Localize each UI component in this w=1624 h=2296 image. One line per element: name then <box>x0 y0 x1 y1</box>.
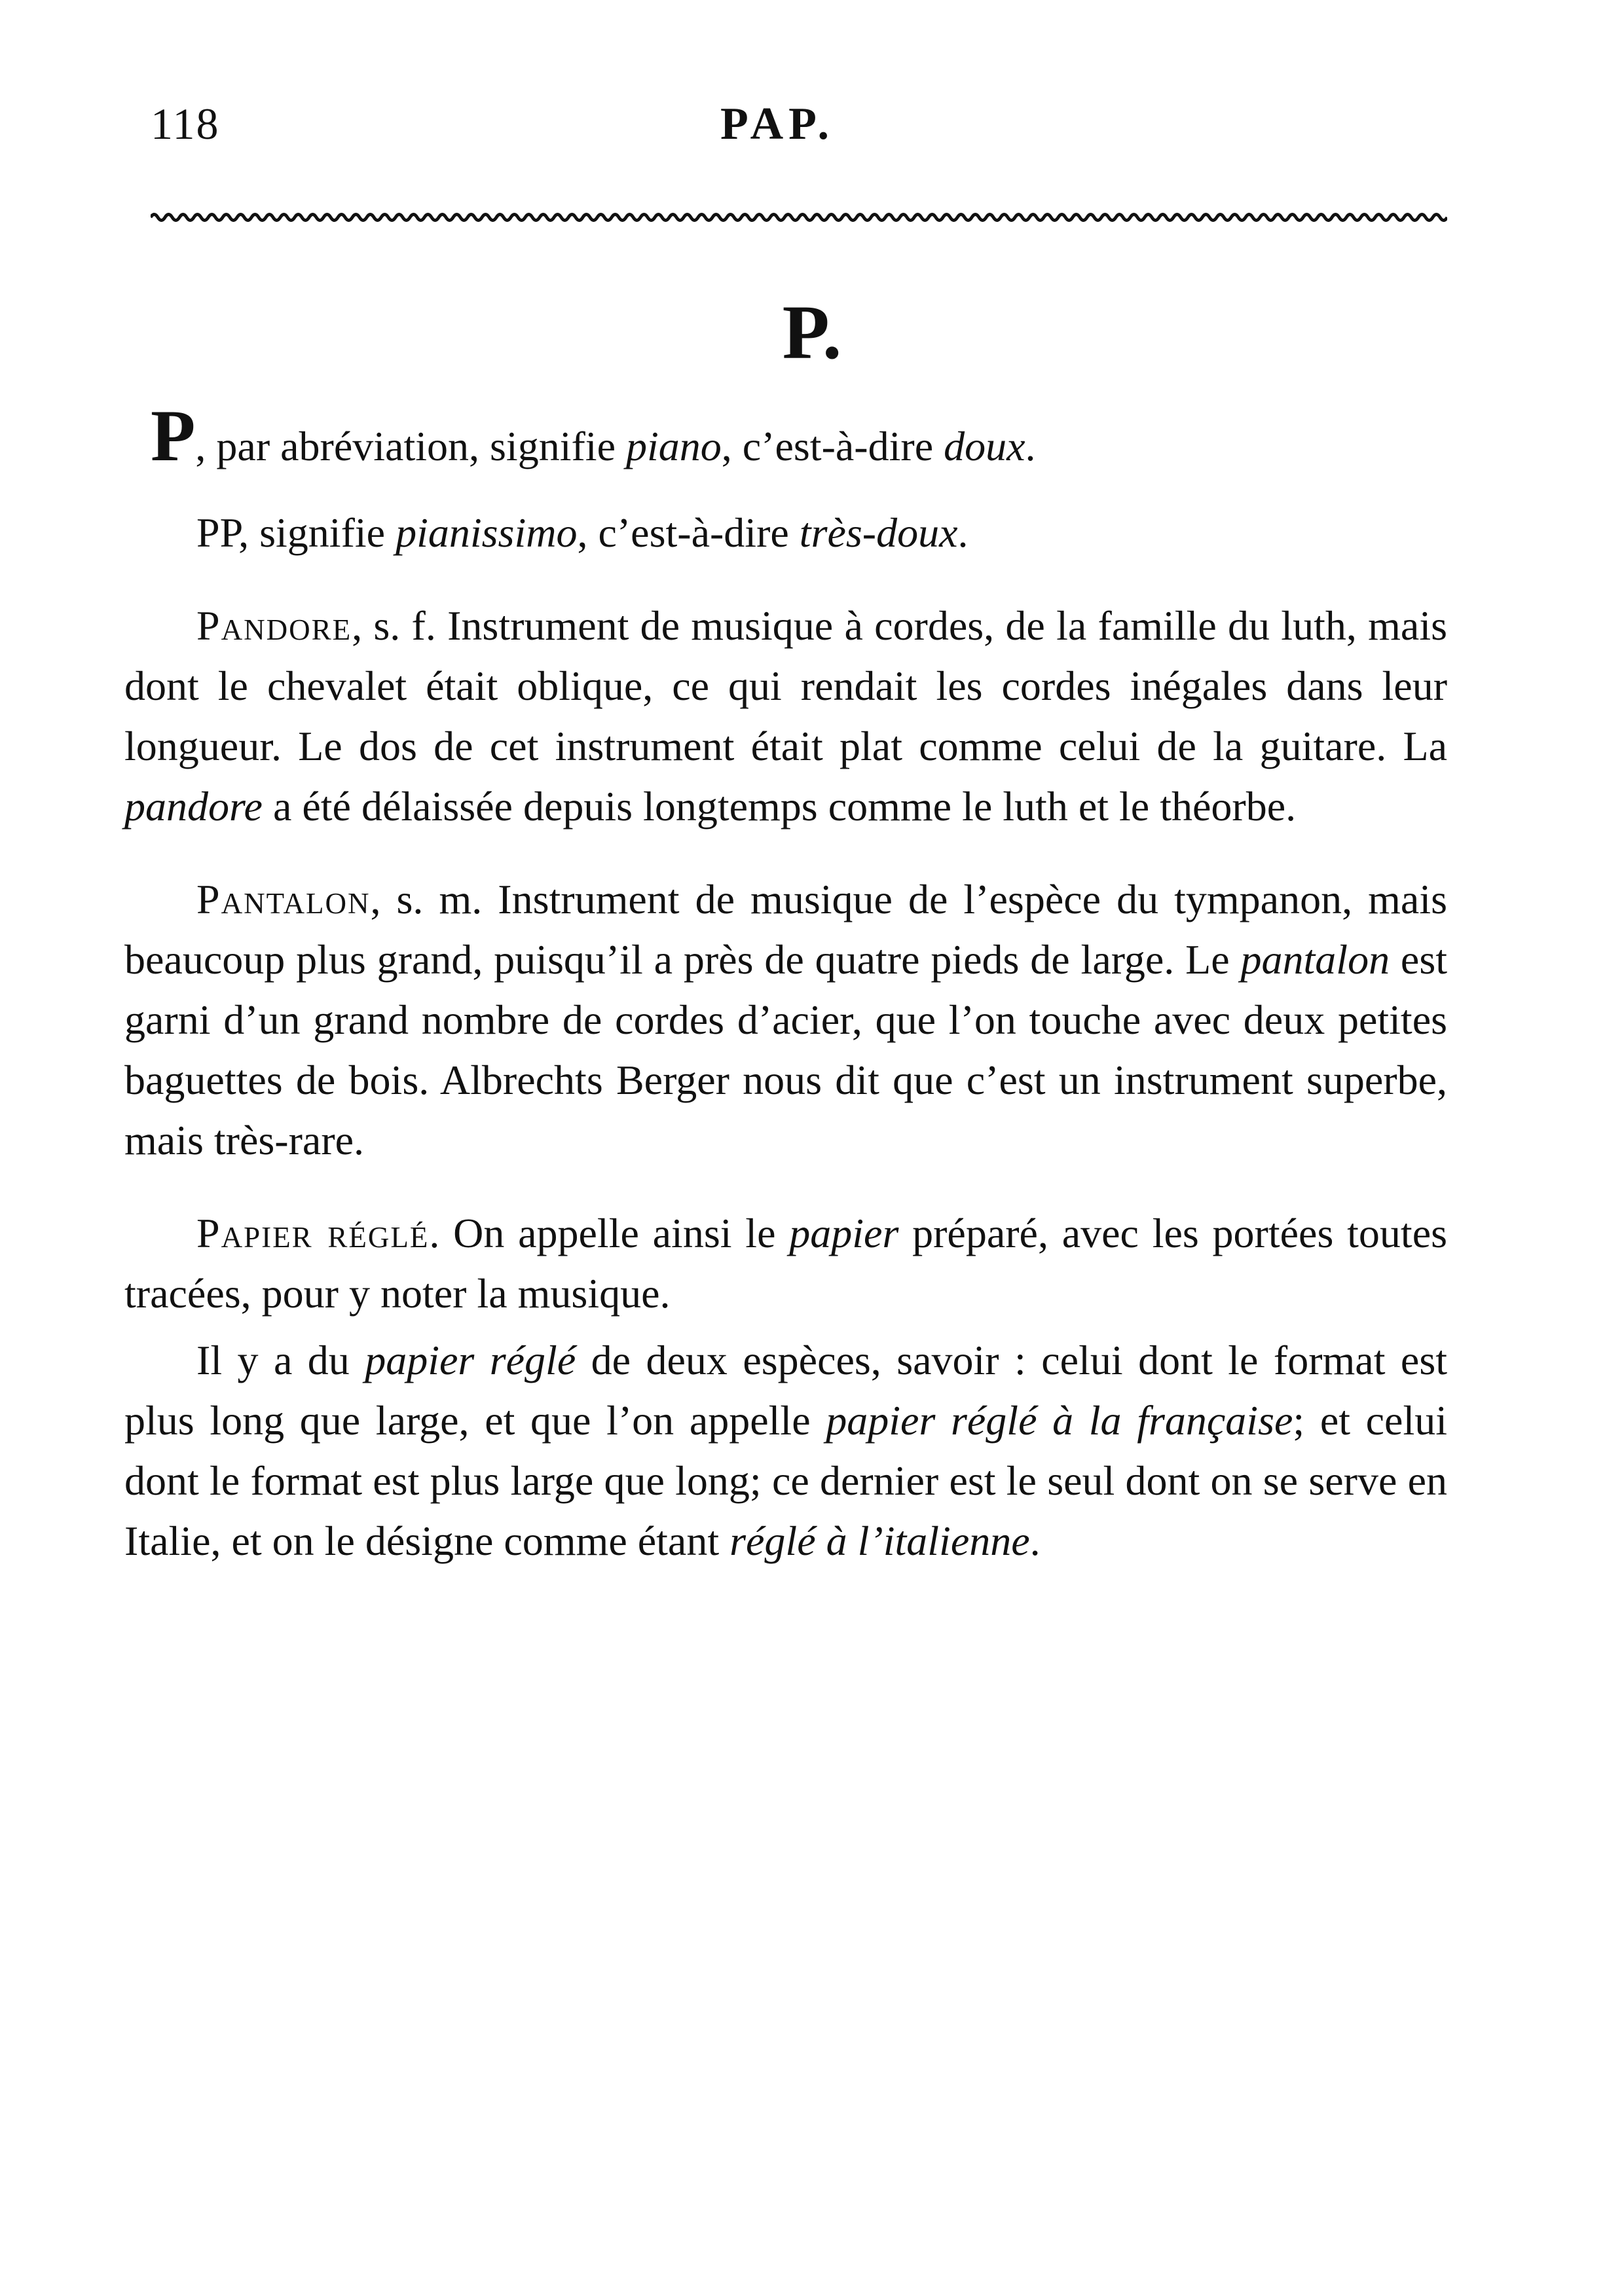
running-head <box>151 98 1447 170</box>
entry-p-text-1: , par abréviation, signifie <box>195 423 626 469</box>
entry-pp-italic-2: très-doux <box>799 509 958 556</box>
entry-pandore <box>124 596 1447 837</box>
headword-pp: PP <box>196 509 239 556</box>
entry-pantalon-italic-1: pantalon <box>1240 936 1390 983</box>
entry-pandore-italic-1: pandore <box>124 783 263 829</box>
entry-papier-cont-text-1: Il y a du <box>196 1337 365 1383</box>
entry-p-italic-2: doux <box>944 423 1025 469</box>
entry-pantalon <box>124 869 1447 1171</box>
entry-p-text-2: , c’est-à-dire <box>721 423 944 469</box>
headword-papier-regle: Papier réglé <box>196 1210 430 1256</box>
entry-pp-text-3: . <box>957 509 969 556</box>
entry-papier-text-1: . On appelle ainsi le <box>429 1210 790 1256</box>
entry-papier-cont-text-4: . <box>1029 1518 1041 1564</box>
entry-papier-italic-1: papier <box>789 1210 899 1256</box>
entry-pp-italic-1: pianissimo <box>396 509 578 556</box>
entry-pp-text-1: , signifie <box>238 509 396 556</box>
entry-p-italic-1: piano <box>625 423 722 469</box>
entry-p <box>124 395 1447 477</box>
entry-papier-regle <box>124 1203 1447 1324</box>
entry-pp <box>124 503 1447 563</box>
entry-papier-cont-italic-3: réglé à l’italienne <box>729 1518 1030 1564</box>
running-title: PAP. <box>720 99 834 149</box>
body-text <box>124 395 1448 1571</box>
entry-papier-regle-continued <box>124 1330 1447 1571</box>
entry-pp-text-2: , c’est-à-dire <box>577 509 800 556</box>
entry-pantalon-text-1: , s. m. Instrument de musique de l’espèce du tympanon, mais beaucoup plus grand, puisqu’il a près de quatre pieds de large. Le <box>124 876 1447 983</box>
wavy-rule <box>151 210 1447 225</box>
entry-p-text-3: . <box>1025 423 1036 469</box>
headword-p: P <box>151 395 196 477</box>
entry-pandore-text-1: , s. f. Instrument de musique à cordes, de la famille du luth, mais dont le chevalet était oblique, ce qui rendait les cordes inégales dans leur longueur. Le dos de cet instrument était plat comme celui de la guitare. La <box>124 602 1447 769</box>
entry-pantalon-text-2: est garni d’un grand nombre de cordes d’acier, que l’on touche avec deux petites baguettes de bois. Albrechts Berger nous dit que c’est un instrument superbe, mais très-rare. <box>124 936 1448 1163</box>
headword-pandore: Pandore <box>196 602 352 649</box>
entry-papier-cont-italic-2: papier réglé à la française <box>826 1397 1293 1444</box>
entry-papier-text-2: préparé, avec les portées toutes tracées, pour y noter la musique. <box>124 1210 1448 1317</box>
entry-papier-cont-italic-1: papier réglé <box>365 1337 576 1383</box>
entry-pandore-text-2: a été délaissée depuis longtemps comme le luth et le théorbe. <box>262 783 1297 829</box>
section-letter: P. <box>782 289 842 375</box>
entry-papier-cont-text-2: de deux espèces, savoir : celui dont le format est plus long que large, et que l’on appelle <box>124 1337 1448 1444</box>
headword-pantalon: Pantalon <box>196 876 371 922</box>
entry-papier-cont-text-3: ; et celui dont le format est plus large que long; ce dernier est le seul dont on se serve en Italie, et on le désigne comme étant <box>124 1397 1448 1564</box>
page-number: 118 <box>151 99 220 149</box>
